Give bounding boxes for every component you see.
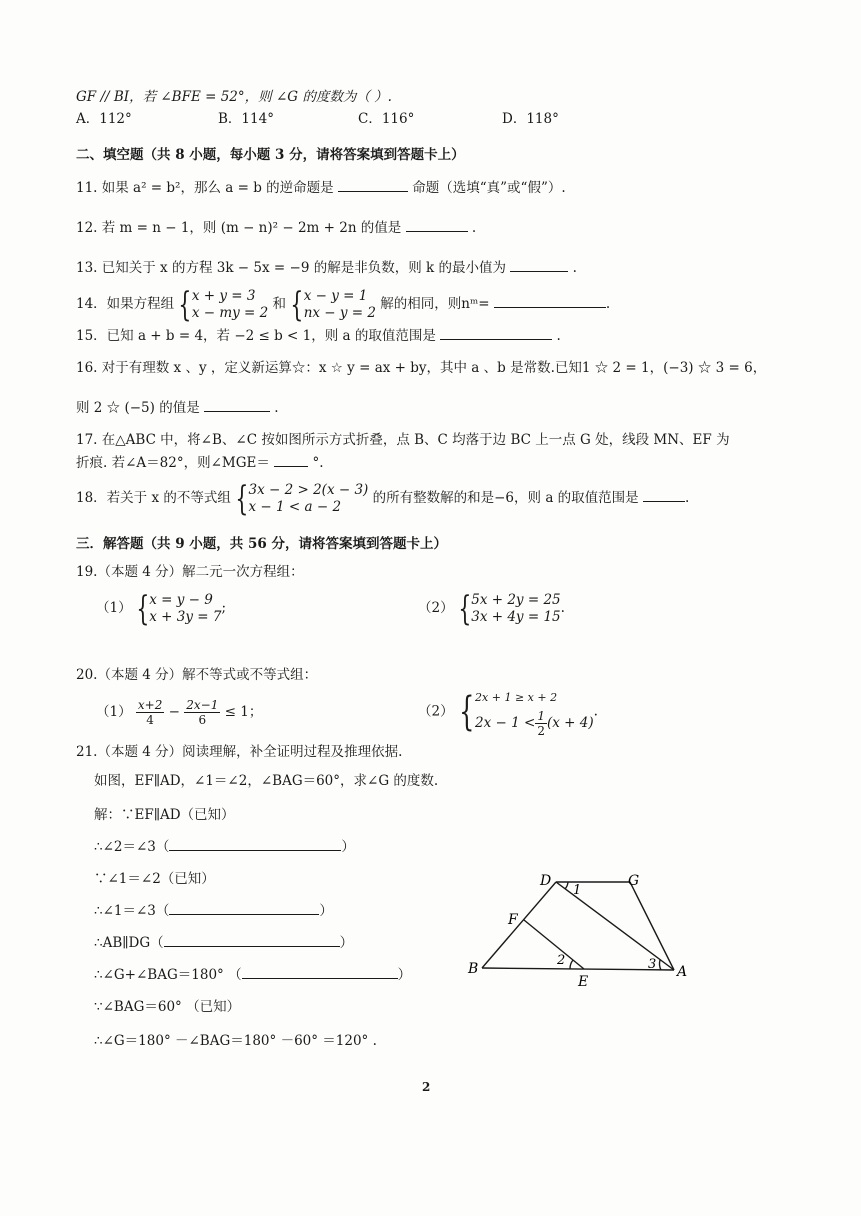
q15-text: 15．已知 a + b = 4，若 −2 ≤ b < 1，则 a 的取值范围是 [76, 328, 436, 344]
fraction-1: $\frac{x+2}{4}$ [137, 698, 163, 727]
proof-blank [169, 838, 341, 851]
fraction-2: $\frac{2x-1}{6}$ [186, 698, 219, 727]
geometry-figure [460, 864, 700, 994]
q14-tail: 解的相同，则nᵐ= [380, 296, 490, 312]
brace-icon: { [457, 588, 471, 629]
q18-blank [643, 489, 685, 502]
q20-part2 [418, 686, 598, 738]
label-g: G [628, 873, 640, 889]
proof-step-5: ∴AB∥DG（ ） [94, 935, 354, 951]
q10-option-a: A．112° [76, 111, 132, 127]
q19-stem: 19.（本题 4 分）解二元一次方程组： [76, 564, 304, 580]
brace-icon: { [235, 478, 249, 519]
proof-step-8: ∴∠G＝180° －∠BAG＝180° －60° ＝120° . [94, 1033, 377, 1049]
proof-blank [164, 934, 340, 947]
q12-tail: . [471, 220, 477, 236]
label-a: A [677, 964, 688, 980]
q14-system-2: x − y = 1 nx − y = 2 [303, 287, 376, 321]
q16-line1: 16. 对于有理数 x 、y ，定义新运算☆：x ☆ y = ax + by，其中 a 、b 是常数.已知1 ☆ 2 = 1，(−3) ☆ 3 = 6， [76, 360, 767, 376]
q20-part2-system: 2x + 1 ≥ x + 2 2x − 1 < $\frac{1}{2}$ (x + 4) [475, 691, 594, 738]
segment-ba [482, 968, 674, 970]
q17-tail: °. [312, 455, 324, 471]
brace-icon: { [458, 689, 474, 735]
brace-icon: { [178, 284, 192, 325]
q19-part2-end: . [560, 600, 565, 616]
q11-text: 11. 如果 a² = b²，那么 a = b 的逆命题是 [76, 180, 334, 196]
q11 [76, 179, 566, 197]
angle-1-arc [565, 882, 568, 889]
proof-blank [242, 966, 398, 979]
q17-line2 [76, 454, 324, 472]
q19-part1-system: x = y − 9 x + 3y = 7 [149, 591, 222, 625]
q18 [76, 478, 689, 518]
label-3: 3 [648, 957, 657, 972]
q20-stem: 20.（本题 4 分）解不等式或不等式组： [76, 667, 318, 683]
segment-fe [524, 920, 584, 969]
q12-blank [406, 219, 468, 232]
label-f: F [508, 912, 518, 928]
label-b: B [468, 961, 479, 977]
q14-blank [494, 295, 606, 308]
label-d: D [540, 873, 552, 889]
section2-heading: 二、填空题（共 8 小题，每小题 3 分，请将答案填到答题卡上） [76, 147, 465, 163]
proof-step-2: ∴∠2＝∠3（ ） [94, 839, 355, 855]
q10-stem-end: GF // BI，若 ∠BFE = 52°，则 ∠G 的度数为（ ）. [76, 89, 392, 105]
q16-blank [204, 399, 270, 412]
q20-part1-label: （1） [96, 704, 132, 720]
q13-text: 13. 已知关于 x 的方程 3k − 5x = −9 的解是非负数，则 k 的最小值为 [76, 260, 506, 276]
brace-icon: { [135, 588, 149, 629]
label-e: E [578, 974, 589, 990]
proof-blank [169, 902, 319, 915]
q19-part2 [418, 588, 565, 629]
q14 [76, 284, 611, 325]
q14-system-1: x + y = 3 x − my = 2 [191, 287, 269, 321]
q14-and: 和 [272, 296, 287, 312]
proof-step-1: 解：∵EF∥AD（已知） [94, 807, 235, 823]
section3-heading: 三．解答题（共 9 小题，共 56 分，请将答案填到答题卡上） [76, 536, 447, 552]
q11-tail: 命题（选填“真”或“假”）. [412, 180, 566, 196]
label-2: 2 [557, 953, 566, 968]
proof-step-7: ∵∠BAG＝60° （已知） [94, 999, 241, 1015]
q14-text: 14．如果方程组 [76, 296, 175, 312]
q10-option-c: C．116° [358, 111, 415, 127]
q20-part2-end: . [593, 703, 598, 720]
q14-end: . [605, 296, 611, 312]
q13-blank [510, 259, 568, 272]
q19-part1-label: （1） [96, 600, 132, 616]
q16-line2-text: 则 2 ☆ (−5) 的值是 [76, 400, 200, 416]
q20-minus: − [168, 704, 180, 720]
q18-tail: 的所有整数解的和是−6，则 a 的取值范围是 [372, 490, 639, 506]
q16-tail: . [274, 400, 279, 416]
angle-3-arc [660, 960, 661, 970]
q18-end: . [684, 490, 690, 506]
q12-text: 12. 若 m = n − 1，则 (m − n)² − 2m + 2n 的值是 [76, 220, 402, 236]
q10-option-b: B．114° [218, 111, 274, 127]
q21-given: 如图，EF∥AD，∠1＝∠2，∠BAG＝60°，求∠G 的度数. [94, 773, 439, 789]
q15 [76, 327, 561, 345]
label-1: 1 [573, 883, 582, 898]
brace-icon: { [290, 284, 304, 325]
proof-step-3: ∵∠1＝∠2（已知） [94, 871, 215, 887]
q13 [76, 259, 577, 277]
q17-blank [274, 454, 308, 467]
q17-line2-text: 折痕. 若∠A＝82°，则∠MGE＝ [76, 455, 270, 471]
q19-part2-label: （2） [418, 600, 454, 616]
page-number: 2 [422, 1080, 431, 1094]
q20-part2-label: （2） [418, 703, 454, 720]
angle-2-arc [570, 960, 573, 969]
q20-part1 [96, 694, 262, 730]
q20-part1-end: ≤ 1； [224, 704, 263, 720]
q10-option-d: D．118° [502, 111, 559, 127]
q11-blank [338, 179, 408, 192]
q17-line1: 17. 在△ABC 中，将∠B、∠C 按如图所示方式折叠，点 B、C 均落于边 BC 上一点 G 处，线段 MN、EF 为 [76, 432, 730, 448]
q19-part1-end: ; [221, 600, 227, 616]
q15-tail: . [556, 328, 561, 344]
q13-tail: . [572, 260, 577, 276]
q18-system: 3x − 2 > 2(x − 3) x − 1 < a − 2 [248, 481, 369, 515]
q18-text: 18．若关于 x 的不等式组 [76, 490, 231, 506]
q15-blank [440, 327, 552, 340]
q19-part1 [96, 588, 227, 629]
proof-step-4: ∴∠1＝∠3（ ） [94, 903, 333, 919]
q19-part2-system: 5x + 2y = 25 3x + 4y = 15 [471, 591, 561, 625]
q16-line2 [76, 399, 279, 417]
q12 [76, 219, 476, 237]
q21-stem: 21.（本题 4 分）阅读理解，补全证明过程及推理依据. [76, 744, 403, 760]
proof-step-6: ∴∠G+∠BAG＝180° （ ） [94, 967, 412, 983]
segment-bd [482, 882, 556, 968]
